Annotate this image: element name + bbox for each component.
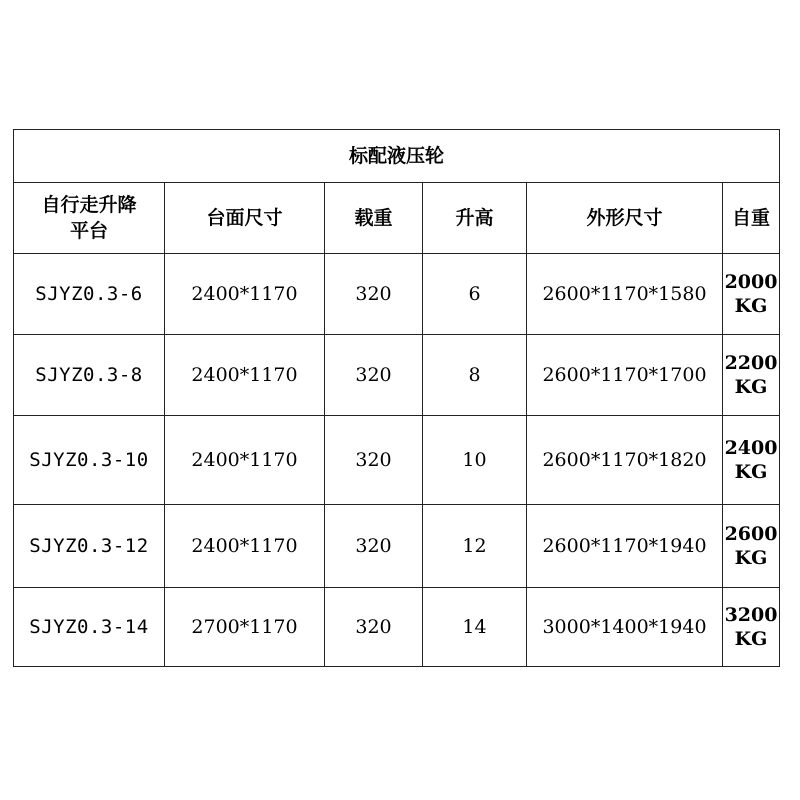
cell-lift-height: 6	[423, 254, 527, 335]
weight-value: 2000	[724, 271, 778, 293]
header-load: 载重	[325, 183, 423, 254]
table-row	[14, 588, 780, 667]
cell-lift-height: 14	[423, 588, 527, 667]
header-self-weight: 自重	[723, 183, 780, 254]
cell-deck-size: 2400*1170	[165, 335, 325, 416]
header-overall-size: 外形尺寸	[527, 183, 723, 254]
weight-unit: KG	[734, 295, 768, 317]
cell-model: SJYZ0.3-6	[14, 254, 165, 335]
title-row	[14, 130, 780, 183]
header-model-line2: 平台	[69, 220, 108, 242]
cell-deck-size: 2400*1170	[165, 416, 325, 505]
table-row	[14, 335, 780, 416]
weight-unit: KG	[734, 376, 768, 398]
cell-lift-height: 10	[423, 416, 527, 505]
cell-load: 320	[325, 335, 423, 416]
cell-model: SJYZ0.3-12	[14, 505, 165, 588]
weight-unit: KG	[734, 547, 768, 569]
cell-overall-size: 3000*1400*1940	[527, 588, 723, 667]
cell-deck-size: 2700*1170	[165, 588, 325, 667]
weight-value: 3200	[724, 604, 778, 626]
cell-lift-height: 8	[423, 335, 527, 416]
cell-lift-height: 12	[423, 505, 527, 588]
weight-value: 2200	[724, 352, 778, 374]
cell-self-weight	[723, 335, 780, 416]
table-row	[14, 505, 780, 588]
cell-load: 320	[325, 588, 423, 667]
cell-overall-size: 2600*1170*1700	[527, 335, 723, 416]
table-title: 标配液压轮	[14, 130, 780, 183]
cell-self-weight	[723, 416, 780, 505]
header-deck-size: 台面尺寸	[165, 183, 325, 254]
weight-value: 2600	[724, 523, 778, 545]
table-row	[14, 416, 780, 505]
cell-load: 320	[325, 416, 423, 505]
cell-model: SJYZ0.3-14	[14, 588, 165, 667]
cell-overall-size: 2600*1170*1580	[527, 254, 723, 335]
weight-unit: KG	[734, 461, 768, 483]
header-row	[14, 183, 780, 254]
cell-model: SJYZ0.3-8	[14, 335, 165, 416]
weight-value: 2400	[724, 437, 778, 459]
header-model-line1: 自行走升降	[41, 194, 137, 216]
cell-model: SJYZ0.3-10	[14, 416, 165, 505]
cell-deck-size: 2400*1170	[165, 254, 325, 335]
cell-self-weight	[723, 588, 780, 667]
spec-table	[13, 129, 780, 667]
cell-overall-size: 2600*1170*1820	[527, 416, 723, 505]
header-lift-height: 升高	[423, 183, 527, 254]
cell-load: 320	[325, 505, 423, 588]
cell-deck-size: 2400*1170	[165, 505, 325, 588]
table-row	[14, 254, 780, 335]
cell-self-weight	[723, 254, 780, 335]
cell-load: 320	[325, 254, 423, 335]
weight-unit: KG	[734, 628, 768, 650]
header-model	[14, 183, 165, 254]
cell-self-weight	[723, 505, 780, 588]
cell-overall-size: 2600*1170*1940	[527, 505, 723, 588]
